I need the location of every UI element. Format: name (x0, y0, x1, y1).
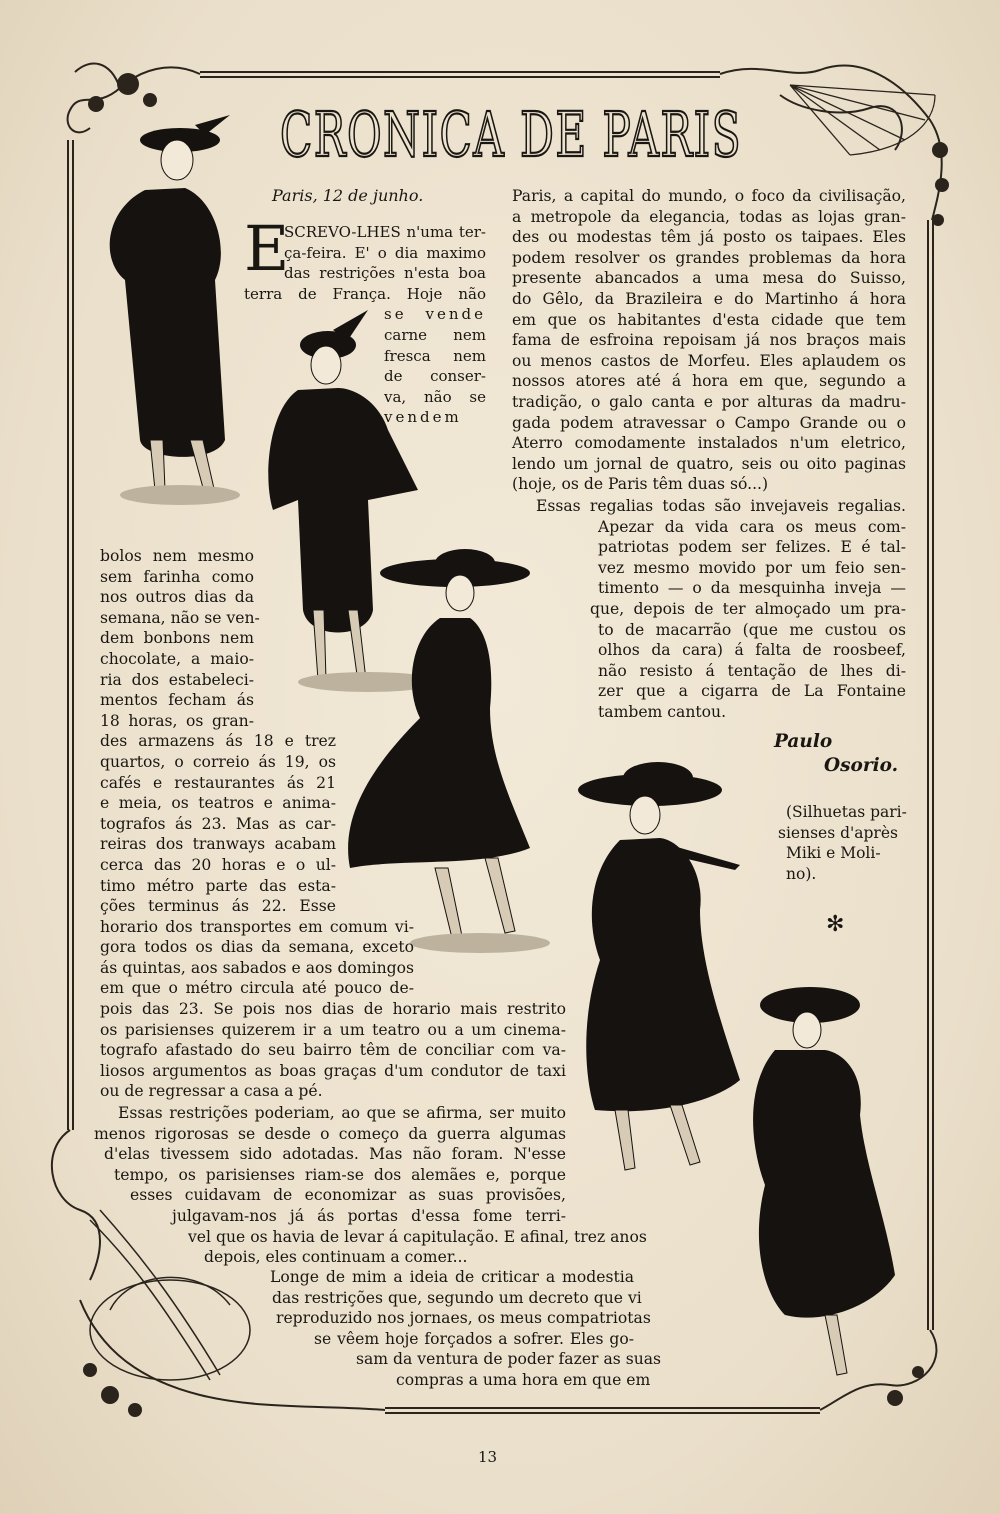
text-line: não resisto á tentação de lhes di- (598, 661, 906, 680)
text-line: patriotas podem ser felizes. E é tal- (598, 538, 906, 557)
text-line: ça-feira. E' o dia maximo (284, 243, 486, 262)
text-line: do Gêlo, da Brazileira e do Martinho á hora (512, 289, 906, 308)
silhouette-4 (570, 760, 770, 1180)
text-line: pois das 23. Se pois nos dias de horario mais restrito (100, 1000, 566, 1019)
title-lettering (278, 78, 748, 174)
paragraph-3 (270, 1267, 662, 1391)
text-line: cerca das 20 horas e o ul- (100, 855, 336, 874)
silhouette-1 (85, 100, 255, 510)
text-line: cafés e restaurantes ás 21 (100, 773, 336, 792)
text-line: fama de esfroina repoisam já nos braços mais (512, 331, 906, 350)
column2-top (512, 186, 906, 495)
text-line: vendem (384, 408, 462, 427)
text-line: tografo afastado do seu bairro têm de conciliar com va- (100, 1041, 566, 1060)
text-line: vel que os havia de levar á capitulação. E afinal, trez anos (188, 1227, 647, 1246)
text-line: das restrições que, segundo um decreto que vi (272, 1288, 642, 1307)
column2-bottom (536, 496, 906, 723)
text-line: gada podem atravessar o Campo Grande ou o (512, 413, 906, 432)
text-line: tografos ás 23. Mas as car- (100, 814, 336, 833)
text-line: em que os habitantes d'esta cidade que tem (512, 310, 906, 329)
text-line: carne nem (384, 325, 486, 344)
text-line: sem farinha como (100, 567, 254, 586)
text-line: menos rigorosas se desde o começo da guerra algumas (94, 1124, 566, 1143)
text-line: tradição, o galo canta e por alturas da madru- (512, 392, 906, 411)
text-line: tambem cantou. (598, 702, 727, 721)
credit-line: (Silhuetas pari- (786, 803, 907, 821)
text-line: va, não se (384, 387, 486, 406)
text-line: sam da ventura de poder fazer as suas (356, 1350, 662, 1369)
paragraph-2 (94, 1103, 647, 1268)
text-line: se vende (384, 305, 486, 324)
text-line: Longe de mim a ideia de criticar a modestia (270, 1268, 634, 1286)
text-line: terra de França. Hoje não (244, 284, 486, 303)
text-line: ás quintas, aos sabados e aos domingos (100, 958, 414, 977)
text-line: Paris, a capital do mundo, o foco da civilisação, (512, 187, 906, 205)
text-line: nossos atores até á hora em que, segundo a (512, 372, 906, 391)
text-line: (hoje, os de Paris têm duas só...) (512, 475, 769, 494)
dateline: Paris, 12 de junho. (272, 186, 424, 205)
text-line: quartos, o correio ás 19, os (100, 752, 336, 771)
title-text: CRONICA DE PARIS (280, 98, 742, 171)
text-line: lendo um jornal de quatro, seis ou oito paginas (512, 454, 906, 473)
text-line: a metropole da elegancia, todas as lojas gran- (512, 207, 906, 226)
text-line: julgavam-nos já ás portas d'essa fome terri- (172, 1206, 566, 1225)
text-line: Aterro comodamente instalados n'um eletrico, (512, 434, 906, 453)
text-line: e meia, os teatros e anima- (100, 794, 336, 813)
text-line: bolos nem mesmo (100, 547, 254, 565)
text-line: zer que a cigarra de La Fontaine (598, 682, 906, 701)
silhouette-5 (745, 985, 905, 1385)
text-line: ou menos castos de Morfeu. Eles aplaudem os (512, 351, 906, 370)
page-number: 13 (478, 1448, 498, 1466)
text-line: des ou modestas têm já posto os taipaes. Eles (512, 228, 906, 247)
text-line: vez mesmo movido por um feio sen- (598, 558, 906, 577)
text-line: das restrições n'esta boa (284, 264, 486, 283)
text-line: tempo, os parisienses riam-se dos alemães e, porque (114, 1165, 566, 1184)
text-line: mentos fecham ás (100, 691, 254, 710)
text-line: des armazens ás 18 e trez (100, 732, 336, 751)
text-line: que, depois de ter almoçado um pra- (590, 599, 906, 618)
text-line: semana, não se ven- (100, 608, 260, 627)
text-line: chocolate, a maio- (100, 649, 254, 668)
text-line: esses cuidavam de economizar as suas provisões, (130, 1186, 566, 1205)
text-line: os parisienses quizerem ir a um teatro ou a um cinema- (100, 1020, 566, 1039)
credit-line: sienses d'après (778, 823, 898, 842)
text-line: timento — o da mesquinha inveja — (598, 579, 906, 598)
text-line: se vêem hoje forçados a sofrer. Eles go- (314, 1329, 634, 1348)
text-line: 18 horas, os gran- (100, 711, 254, 730)
signature-line: Osorio. (824, 755, 899, 776)
signature-line: Paulo (774, 731, 833, 752)
author-signature (760, 730, 898, 778)
text-line: reproduzido nos jornaes, os meus compatriotas (276, 1309, 651, 1328)
text-line: podem resolver os grandes problemas da hora (512, 248, 906, 267)
credit-line: no). (786, 864, 817, 883)
credit-line: Miki e Moli- (786, 844, 881, 862)
text-line: liosos argumentos as boas graças d'um condutor de taxi (100, 1061, 566, 1080)
text-line: compras a uma hora em que em (396, 1370, 651, 1389)
text-line: presente abancados a uma mesa do Suisso, (512, 269, 906, 288)
text-line: Apezar da vida cara os meus com- (598, 517, 906, 536)
text-line: em que o métro circula até pouco de- (100, 979, 414, 998)
text-line: horario dos transportes em comum vi- (100, 917, 414, 936)
text-line: timo métro parte das esta- (100, 876, 336, 895)
ornament-star: ✻ (826, 912, 845, 937)
column1-bottom (100, 546, 566, 1102)
text-line: ou de regressar a casa a pé. (100, 1082, 323, 1101)
text-line: dem bonbons nem (100, 629, 254, 648)
text-line: depois, eles continuam a comer... (204, 1248, 468, 1267)
text-line: gora todos os dias da semana, exceto (100, 938, 414, 957)
text-line: ria dos estabeleci- (100, 670, 254, 689)
illustration-credit (778, 802, 907, 884)
drop-cap: E (244, 212, 290, 285)
text-line: de conser- (384, 367, 486, 386)
text-line: ções terminus ás 22. Esse (100, 897, 336, 916)
text-line: olhos da cara) á falta de roosbeef, (598, 641, 906, 660)
text-line: Essas restrições poderiam, ao que se afirma, ser muito (118, 1104, 566, 1122)
text-line: Essas regalias todas são invejaveis regalias. (536, 497, 906, 515)
text-line: fresca nem (384, 346, 486, 365)
text-line: reiras dos tranways acabam (100, 835, 336, 854)
text-line: d'elas tivessem sido adotadas. Mas não foram. N'esse (104, 1145, 566, 1164)
column1-top (244, 222, 486, 428)
text-line: to de macarrão (que me custou os (598, 620, 906, 639)
text-line: SCREVO-LHES n'uma ter- (284, 223, 486, 241)
text-line: nos outros dias da (100, 588, 254, 607)
